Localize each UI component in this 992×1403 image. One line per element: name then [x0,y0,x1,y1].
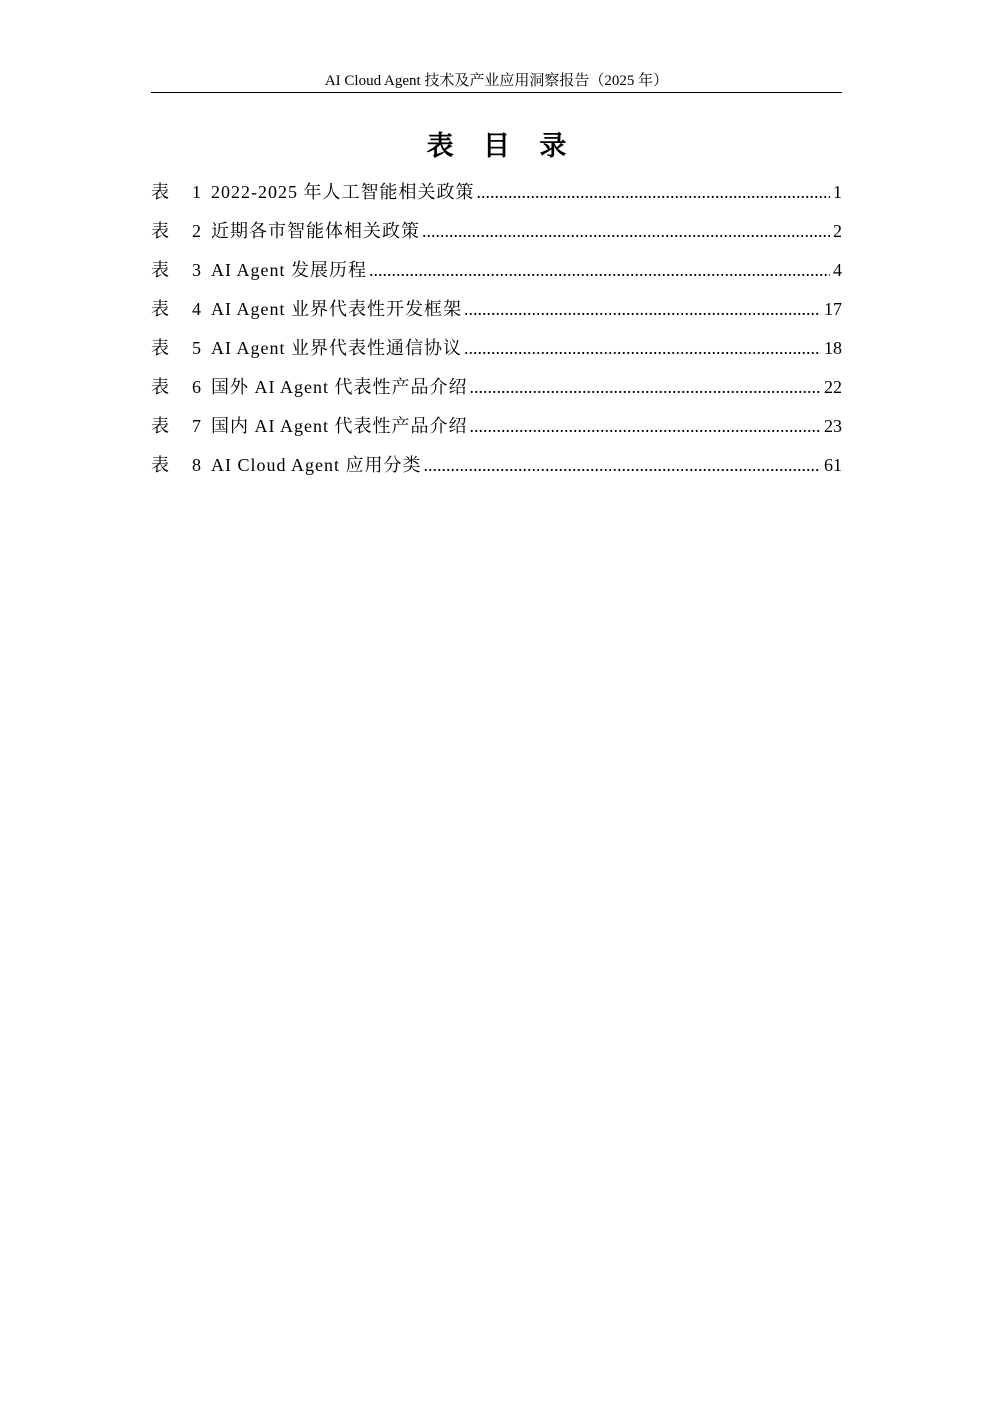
toc-entry-label [151,329,211,368]
toc-entry-number: 2 [192,221,201,241]
toc-entry-title[interactable]: AI Agent 发展历程 [211,260,367,280]
toc-entry-title[interactable]: 2022-2025 年人工智能相关政策 [211,182,475,202]
toc-entry-page[interactable]: 23 [824,416,842,436]
toc-entry-label [151,368,211,407]
toc-entry-label-word: 表 [151,416,170,436]
toc-entry[interactable] [151,173,842,212]
toc-entry-label [151,407,211,446]
toc-entry-title[interactable]: 近期各市智能体相关政策 [211,221,420,241]
toc-dot-leader [424,446,822,485]
toc-entry[interactable] [151,290,842,329]
toc-entry-title[interactable]: AI Agent 业界代表性开发框架 [211,299,462,319]
toc-entry-label [151,173,211,212]
toc-dot-leader [464,290,821,329]
toc-entry-label [151,212,211,251]
toc-entry-page[interactable]: 1 [833,182,842,202]
toc-entry-label-word: 表 [151,221,170,241]
toc-dot-leader [470,407,822,446]
header-rule [151,92,842,93]
toc-entry[interactable] [151,407,842,446]
table-of-tables [151,173,842,485]
toc-entry-number: 4 [192,299,201,319]
toc-entry-number: 8 [192,455,201,475]
toc-entry-label-word: 表 [151,377,170,397]
toc-entry-label [151,446,211,485]
toc-entry-page[interactable]: 17 [824,299,842,319]
toc-entry[interactable] [151,251,842,290]
toc-entry-title[interactable]: 国外 AI Agent 代表性产品介绍 [211,377,468,397]
toc-entry-number: 3 [192,260,201,280]
toc-dot-leader [422,212,830,251]
toc-entry-label-word: 表 [151,455,170,475]
toc-entry-number: 5 [192,338,201,358]
running-header: AI Cloud Agent 技术及产业应用洞察报告（2025 年） [324,73,669,89]
toc-entry-label [151,251,211,290]
toc-dot-leader [369,251,830,290]
toc-entry-page[interactable]: 22 [824,377,842,397]
toc-entry-page[interactable]: 18 [824,338,842,358]
toc-entry[interactable] [151,212,842,251]
toc-entry-number: 1 [192,182,201,202]
toc-entry-page[interactable]: 4 [833,260,842,280]
toc-entry-label-word: 表 [151,299,170,319]
toc-entry-title[interactable]: AI Cloud Agent 应用分类 [211,455,422,475]
toc-entry-page[interactable]: 61 [824,455,842,475]
page-title: 表 目 录 [426,131,577,162]
toc-entry-label-word: 表 [151,260,170,280]
toc-entry-label-word: 表 [151,338,170,358]
toc-entry[interactable] [151,329,842,368]
toc-dot-leader [470,368,822,407]
toc-entry-title[interactable]: 国内 AI Agent 代表性产品介绍 [211,416,468,436]
toc-dot-leader [477,173,831,212]
toc-entry-title[interactable]: AI Agent 业界代表性通信协议 [211,338,462,358]
toc-entry-number: 6 [192,377,201,397]
toc-entry[interactable] [151,368,842,407]
toc-entry-label-word: 表 [151,182,170,202]
toc-entry-number: 7 [192,416,201,436]
toc-entry[interactable] [151,446,842,485]
toc-dot-leader [464,329,821,368]
toc-entry-label [151,290,211,329]
toc-entry-page[interactable]: 2 [833,221,842,241]
